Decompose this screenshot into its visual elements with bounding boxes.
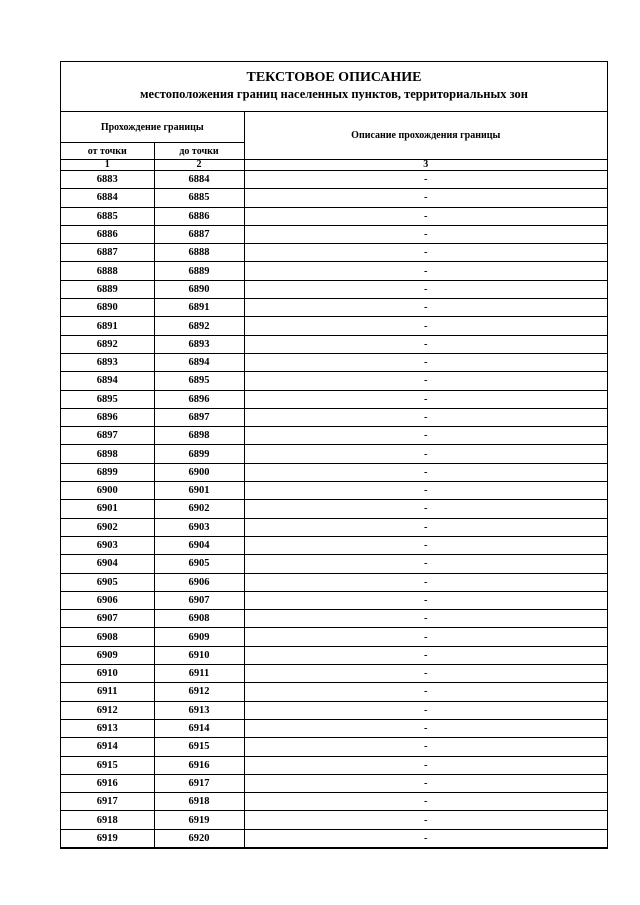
to-point-cell: 6893 [154,335,244,353]
from-point-cell: 6909 [61,646,154,664]
to-point-cell: 6901 [154,482,244,500]
description-cell: - [244,811,607,829]
to-point-cell: 6899 [154,445,244,463]
header-to-point: до точки [154,143,244,160]
header-from-point: от точки [61,143,154,160]
description-cell: - [244,244,607,262]
table-row [61,335,607,353]
table-row [61,829,607,847]
description-cell: - [244,829,607,847]
from-point-cell: 6917 [61,793,154,811]
description-cell: - [244,445,607,463]
table-row [61,701,607,719]
from-point-cell: 6905 [61,573,154,591]
from-point-cell: 6919 [61,829,154,847]
to-point-cell: 6886 [154,207,244,225]
description-cell: - [244,482,607,500]
from-point-cell: 6890 [61,299,154,317]
description-cell: - [244,756,607,774]
from-point-cell: 6885 [61,207,154,225]
to-point-cell: 6888 [154,244,244,262]
to-point-cell: 6920 [154,829,244,847]
description-cell: - [244,262,607,280]
to-point-cell: 6892 [154,317,244,335]
from-point-cell: 6896 [61,408,154,426]
to-point-cell: 6903 [154,518,244,536]
column-number-3: 3 [244,160,607,171]
from-point-cell: 6914 [61,738,154,756]
table-row [61,573,607,591]
to-point-cell: 6885 [154,189,244,207]
table-row [61,189,607,207]
title-block [61,62,607,112]
table-row [61,811,607,829]
from-point-cell: 6889 [61,280,154,298]
description-cell: - [244,683,607,701]
to-point-cell: 6916 [154,756,244,774]
table-row [61,225,607,243]
from-point-cell: 6908 [61,628,154,646]
table-row [61,665,607,683]
table-row [61,591,607,609]
description-cell: - [244,372,607,390]
description-cell: - [244,665,607,683]
description-cell: - [244,793,607,811]
from-point-cell: 6901 [61,500,154,518]
to-point-cell: 6906 [154,573,244,591]
to-point-cell: 6904 [154,536,244,554]
from-point-cell: 6897 [61,427,154,445]
description-cell: - [244,518,607,536]
to-point-cell: 6898 [154,427,244,445]
from-point-cell: 6895 [61,390,154,408]
description-cell: - [244,536,607,554]
description-cell: - [244,610,607,628]
description-cell: - [244,225,607,243]
table-body [61,171,607,848]
from-point-cell: 6903 [61,536,154,554]
to-point-cell: 6909 [154,628,244,646]
description-cell: - [244,591,607,609]
table-row [61,317,607,335]
table-row [61,207,607,225]
table-row [61,482,607,500]
description-cell: - [244,427,607,445]
description-cell: - [244,335,607,353]
table-row [61,427,607,445]
from-point-cell: 6883 [61,171,154,189]
description-cell: - [244,463,607,481]
to-point-cell: 6902 [154,500,244,518]
from-point-cell: 6910 [61,665,154,683]
column-number-2: 2 [154,160,244,171]
description-cell: - [244,719,607,737]
table-row [61,390,607,408]
boundary-table [61,112,607,848]
table-row [61,372,607,390]
description-cell: - [244,408,607,426]
from-point-cell: 6893 [61,353,154,371]
to-point-cell: 6887 [154,225,244,243]
description-cell: - [244,774,607,792]
document-title: ТЕКСТОВОЕ ОПИСАНИЕ [246,70,422,85]
from-point-cell: 6899 [61,463,154,481]
table-row [61,628,607,646]
from-point-cell: 6918 [61,811,154,829]
description-cell: - [244,628,607,646]
table-row [61,719,607,737]
to-point-cell: 6897 [154,408,244,426]
column-number-1: 1 [61,160,154,171]
to-point-cell: 6910 [154,646,244,664]
table-row [61,244,607,262]
from-point-cell: 6907 [61,610,154,628]
from-point-cell: 6916 [61,774,154,792]
table-row [61,536,607,554]
from-point-cell: 6887 [61,244,154,262]
from-point-cell: 6902 [61,518,154,536]
table-row [61,445,607,463]
table-row [61,518,607,536]
table-row [61,774,607,792]
to-point-cell: 6912 [154,683,244,701]
table-row [61,683,607,701]
table-row [61,500,607,518]
to-point-cell: 6911 [154,665,244,683]
description-cell: - [244,299,607,317]
description-cell: - [244,207,607,225]
description-cell: - [244,646,607,664]
description-cell: - [244,555,607,573]
from-point-cell: 6912 [61,701,154,719]
table-row [61,171,607,189]
table-row [61,280,607,298]
description-cell: - [244,189,607,207]
header-description: Описание прохождения границы [244,112,607,160]
table-row [61,353,607,371]
table-row [61,262,607,280]
to-point-cell: 6907 [154,591,244,609]
from-point-cell: 6886 [61,225,154,243]
from-point-cell: 6900 [61,482,154,500]
to-point-cell: 6891 [154,299,244,317]
description-cell: - [244,353,607,371]
description-cell: - [244,390,607,408]
to-point-cell: 6889 [154,262,244,280]
table-row [61,299,607,317]
description-cell: - [244,500,607,518]
from-point-cell: 6911 [61,683,154,701]
document-subtitle: местоположения границ населенных пунктов, территориальных зон [139,87,529,101]
from-point-cell: 6888 [61,262,154,280]
table-row [61,646,607,664]
table-row [61,408,607,426]
table-row [61,738,607,756]
header-boundary-passage: Прохождение границы [61,112,244,143]
from-point-cell: 6913 [61,719,154,737]
to-point-cell: 6908 [154,610,244,628]
to-point-cell: 6905 [154,555,244,573]
table-row [61,793,607,811]
from-point-cell: 6884 [61,189,154,207]
table-row [61,555,607,573]
document-sheet [60,61,608,849]
from-point-cell: 6892 [61,335,154,353]
to-point-cell: 6896 [154,390,244,408]
description-cell: - [244,738,607,756]
description-cell: - [244,171,607,189]
to-point-cell: 6894 [154,353,244,371]
to-point-cell: 6917 [154,774,244,792]
from-point-cell: 6898 [61,445,154,463]
to-point-cell: 6900 [154,463,244,481]
from-point-cell: 6915 [61,756,154,774]
from-point-cell: 6904 [61,555,154,573]
description-cell: - [244,701,607,719]
table-row [61,463,607,481]
to-point-cell: 6919 [154,811,244,829]
to-point-cell: 6895 [154,372,244,390]
to-point-cell: 6884 [154,171,244,189]
from-point-cell: 6894 [61,372,154,390]
description-cell: - [244,573,607,591]
description-cell: - [244,317,607,335]
from-point-cell: 6906 [61,591,154,609]
to-point-cell: 6915 [154,738,244,756]
to-point-cell: 6918 [154,793,244,811]
description-cell: - [244,280,607,298]
to-point-cell: 6914 [154,719,244,737]
to-point-cell: 6890 [154,280,244,298]
to-point-cell: 6913 [154,701,244,719]
from-point-cell: 6891 [61,317,154,335]
table-row [61,756,607,774]
table-row [61,610,607,628]
